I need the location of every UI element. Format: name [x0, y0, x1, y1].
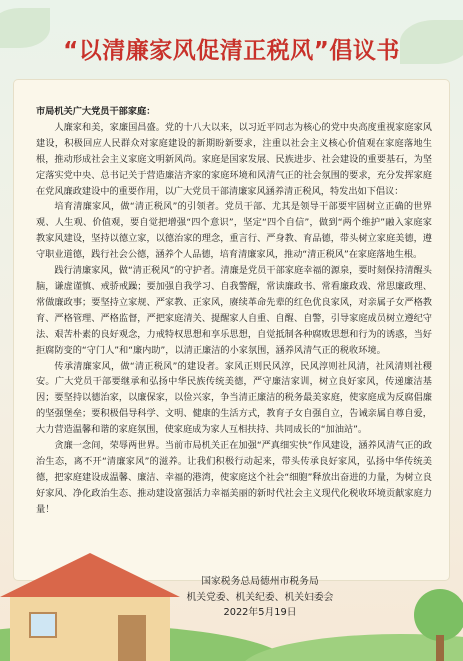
signature-date: 2022年5月19日	[223, 607, 297, 618]
house-door	[118, 615, 146, 661]
house-roof	[0, 553, 180, 597]
signature-block	[170, 574, 350, 621]
proposal-body	[36, 104, 432, 518]
signature-depts: 机关党委、机关纪委、机关妇委会	[186, 591, 334, 603]
paragraph: 贪廉一念间，荣辱两世界。当前市局机关正在加强“严真细实快”作风建设，涵养风清气正的政治生态，离不开“清廉家风”的滋养。让我们积极行动起来，带头传承良好家风，弘扬中华传统美德，把家庭建设成温馨、廉洁、幸福的港湾，使家庭这个社会“细胞”释放出奋进的力量，为树立良好家风、净化政治生态、推动建设富强活力幸福美丽的新时代社会主义现代化税收环境贡献家庭力量！	[36, 440, 432, 515]
paragraph: 培育清廉家风，做“清正税风”的引领者。党员干部、尤其是领导干部要牢固树立正确的世界观、人生观、价值观，要自觉把增强“四个意识”，坚定“四个自信”，做到“两个维护”融入家庭家教家风建设，坚持以德立家，以德治家的理念，重言行、严身教、育品德，带头树立家庭美德，遵守职业道德，践行社会公德，涵养个人品德，培育清廉家风，推动“清正税风”在家庭落地生根。	[36, 201, 432, 261]
tree-trunk	[436, 635, 444, 661]
greeting: 市局机关广大党员干部家庭：	[36, 106, 156, 117]
signature-org: 国家税务总局德州市税务局	[201, 576, 319, 587]
house-window	[30, 613, 56, 637]
paragraph: 传承清廉家风，做“清正税风”的建设者。家风正则民风淳，民风淳则社风清，社风清则社稷安。广大党员干部要继承和弘扬中华民族传统美德，严守廉洁家训，树立良好家风，传递廉洁基因；要坚持以德治家，以廉保家，以俭兴家，争当清正廉洁的税务最美家庭，使家庭成为反腐倡廉的坚强堡垒；要积极倡导科学、文明、健康的生活方式，教育子女自强自立，告诫亲属自尊自爱，大力营造温馨和谐的家庭氛围，使家庭成为家人互相扶持、共同成长的“加油站”。	[36, 360, 432, 436]
paragraph: 践行清廉家风，做“清正税风”的守护者。清廉是党员干部家庭幸福的源泉，要时刻保持清醒头脑，谦虚谨慎、戒骄戒躁；要加强自我学习、自我警醒，常读廉政书、常看廉政戏、常思廉政理、常做廉政事；要坚持立家规、严家教、正家风，赓续革命先辈的红色优良家风，对亲属子女严格教育、严格管理、严格监督，严把家庭清关、提醒家人自重、自醒、自警，引导家庭成员树立遵纪守法、艰苦朴素的良好观念，力戒特权思想和享乐思想，自觉抵制各种腐败思想和行为的诱惑，当好拒腐防变的“守门人”和“廉内助”，以清正廉洁的小家氛围，涵养风清气正的税收环境。	[36, 265, 432, 356]
page-title: “以清廉家风促清正税风”倡议书	[63, 38, 400, 64]
tree-foliage	[414, 589, 463, 641]
paragraph: 人廉家和美，家廉国昌盛。党的十八大以来，以习近平同志为核心的党中央高度重视家庭家风建设，积极回应人民群众对家庭建设的新期盼新要求，注重以社会主义核心价值观在家庭落地生根，推动形成社会主义家庭文明新风尚。家庭是国家发展、民族进步、社会建设的重要基石，为坚定落实党中央、总书记关于营造廉洁齐家的家庭环境和风清气正的社会氛围的要求，充分发挥家庭在党风廉政建设中的重要作用，以广大党员干部清廉家风涵养清正税风，特发出如下倡议：	[36, 121, 432, 197]
